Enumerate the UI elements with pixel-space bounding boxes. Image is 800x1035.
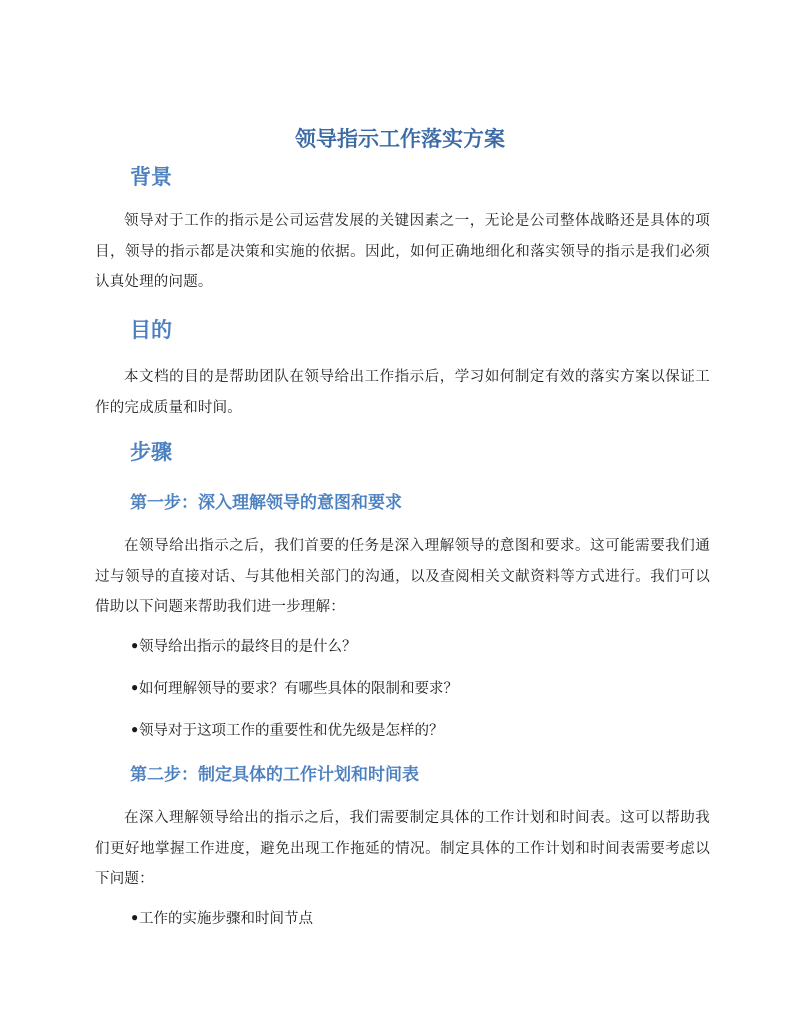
bullet-icon: • (130, 680, 140, 697)
list-item-text: 领导对于这项工作的重要性和优先级是怎样的？ (139, 723, 444, 739)
document-title: 领导指示工作落实方案 (295, 126, 505, 151)
bullet-icon: • (130, 722, 140, 739)
bullet-icon: • (130, 638, 140, 655)
heading-steps: 步骤 (130, 439, 172, 464)
heading-step-2: 第二步：制定具体的工作计划和时间表 (130, 765, 419, 785)
list-item (130, 636, 357, 658)
heading-purpose: 目的 (130, 317, 172, 342)
list-item-text: 如何理解领导的要求？有哪些具体的限制和要求？ (139, 681, 458, 697)
heading-background: 背景 (130, 164, 172, 189)
paragraph-step-2: 在深入理解领导给出的指示之后，我们需要制定具体的工作计划和时间表。这可以帮助我们更好地掌握工作进度，避免出现工作拖延的情况。制定具体的工作计划和时间表需要考虑以下问题： (95, 810, 710, 887)
paragraph-step-1: 在领导给出指示之后，我们首要的任务是深入理解领导的意图和要求。这可能需要我们通过与领导的直接对话、与其他相关部门的沟通，以及查阅相关文献资料等方式进行。我们可以借助以下问题来帮助我们进一步理解： (95, 538, 710, 615)
list-item (130, 908, 313, 930)
list-item-text: 工作的实施步骤和时间节点 (139, 911, 313, 927)
paragraph-purpose: 本文档的目的是帮助团队在领导给出工作指示后，学习如何制定有效的落实方案以保证工作的完成质量和时间。 (95, 369, 710, 416)
list-item-text: 领导给出指示的最终目的是什么？ (139, 639, 357, 655)
paragraph-background: 领导对于工作的指示是公司运营发展的关键因素之一，无论是公司整体战略还是具体的项目，领导的指示都是决策和实施的依据。因此，如何正确地细化和落实领导的指示是我们必须认真处理的问题。 (95, 213, 710, 290)
list-item (130, 678, 458, 700)
list-item (130, 720, 444, 742)
heading-step-1: 第一步：深入理解领导的意图和要求 (130, 493, 402, 513)
bullet-icon: • (130, 910, 140, 927)
